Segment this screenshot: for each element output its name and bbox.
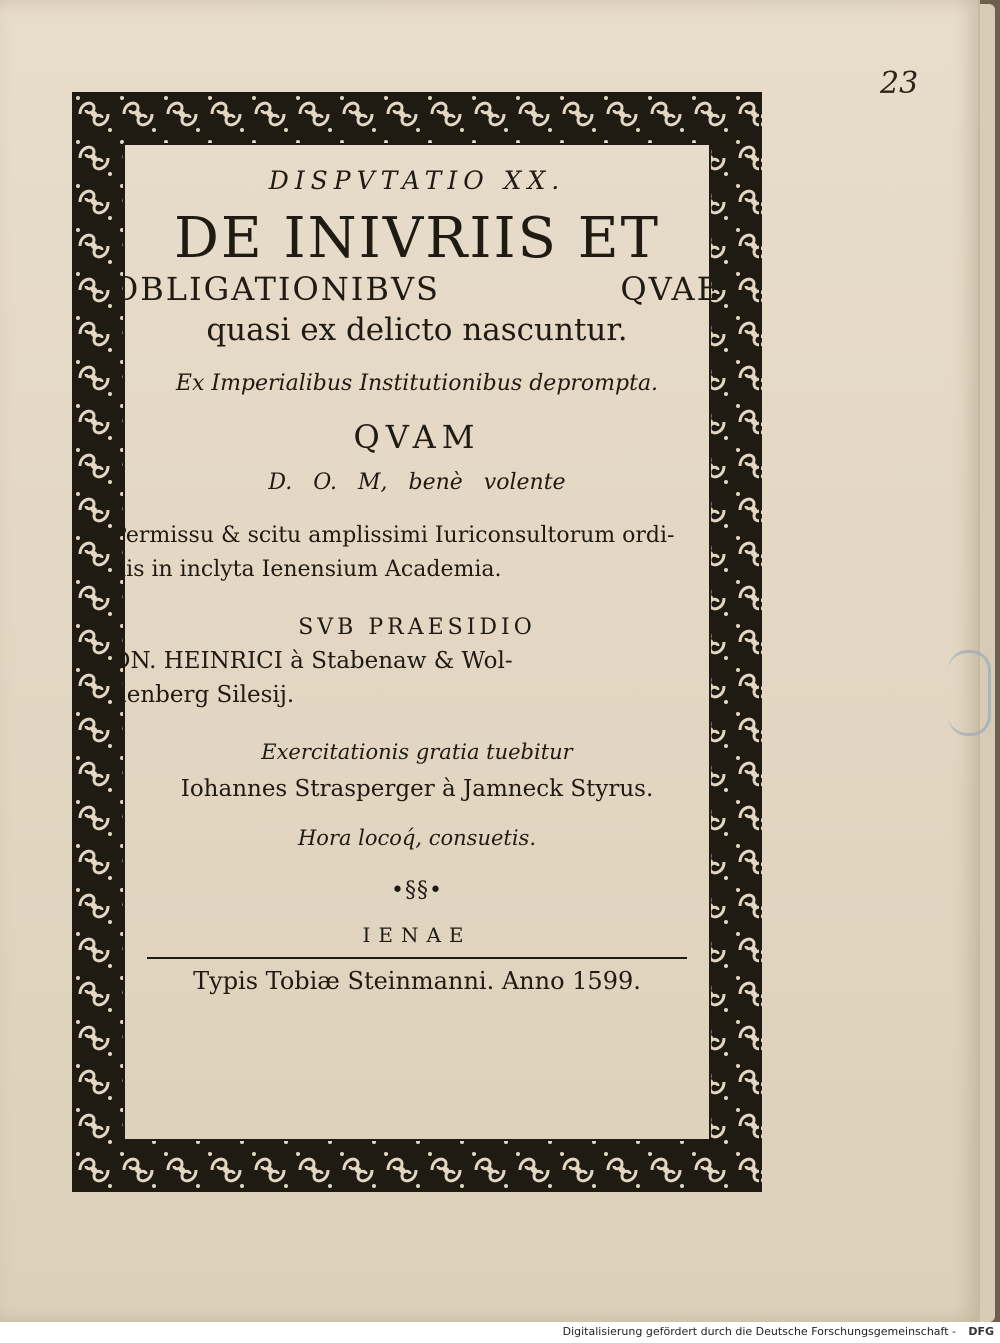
- praeses-line-1: DN. HEINRICI à Stabenaw & Wol-: [112, 648, 513, 674]
- footer-credit: Digitalisierung gefördert durch die Deutsche Forschungsgemeinschaft -: [562, 1325, 956, 1338]
- footer-bar: [0, 1322, 1000, 1343]
- quam-heading: QVAM: [353, 418, 481, 456]
- hora-line: Hora locoq́, consuetis.: [297, 826, 536, 850]
- title-text-block: [112, 160, 722, 995]
- permissu-line-2: nis in inclyta Ienensium Academia.: [112, 557, 502, 582]
- dom-line: D. O. M, benè volente: [268, 470, 566, 495]
- imprint-line: Typis Tobiæ Steinmanni. Anno 1599.: [193, 967, 641, 995]
- permissu-line-1: Permissu & scitu amplissimi Iuriconsultorum ordi-: [112, 523, 675, 548]
- main-title-line-2: OBLIGATIONIBVS QVAE: [112, 270, 722, 308]
- printer-ornament: •§§•: [391, 878, 443, 903]
- exercitationis-line: Exercitationis gratia tuebitur: [261, 740, 573, 764]
- disputatio-number: DISPVTATIO XX.: [268, 166, 566, 195]
- folio-number: 23: [880, 66, 919, 101]
- praeses-line-2: denberg Silesij.: [112, 682, 295, 708]
- imprint-rule: [147, 957, 687, 959]
- source-line: Ex Imperialibus Institutionibus deprompta.: [175, 371, 659, 396]
- main-title-line-1: DE INIVRIIS ET: [173, 206, 661, 271]
- paper-clip: [948, 650, 991, 736]
- main-title-line-3: quasi ex delicto nascuntur.: [206, 312, 628, 348]
- sub-praesidio: SVB PRAESIDIO: [298, 615, 536, 640]
- dfg-logo: DFG: [968, 1325, 994, 1338]
- respondens-line: Iohannes Strasperger à Jamneck Styrus.: [180, 776, 654, 802]
- place-of-printing: IENAE: [362, 923, 472, 947]
